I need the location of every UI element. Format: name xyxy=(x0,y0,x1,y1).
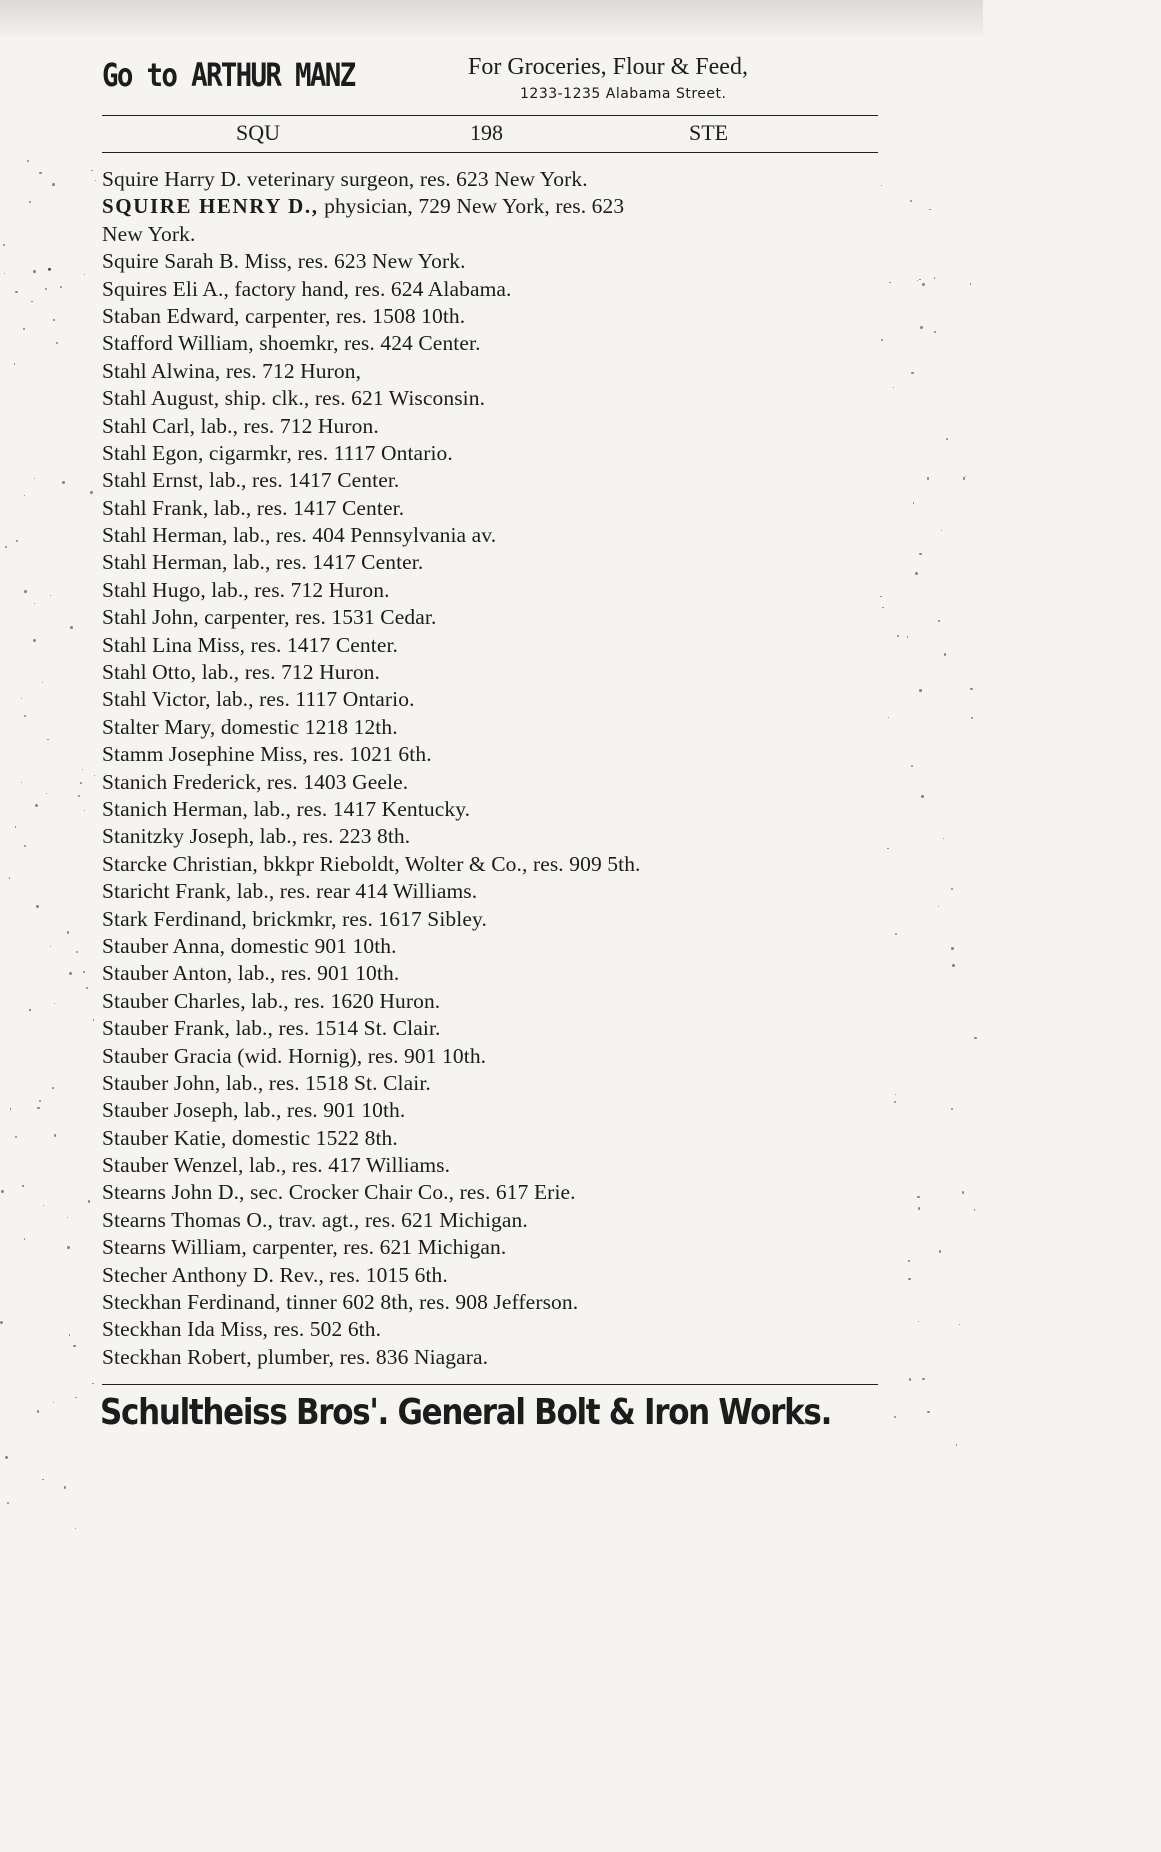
directory-entry xyxy=(102,659,892,686)
entry-name: Stauber Wenzel, xyxy=(102,1153,244,1178)
scan-speck xyxy=(33,639,36,642)
entry-name: Stahl Lina xyxy=(102,632,192,657)
scan-speck xyxy=(24,845,26,847)
scan-speck xyxy=(913,502,914,503)
scan-speck xyxy=(919,553,922,556)
scan-speck xyxy=(929,209,931,211)
scan-speck xyxy=(75,1397,77,1399)
scan-speck xyxy=(919,689,922,692)
directory-entry xyxy=(102,851,892,878)
scan-speck xyxy=(917,280,918,281)
entry-details: Rev., res. 1015 6th. xyxy=(273,1262,448,1287)
header-rule-top xyxy=(102,115,878,116)
entry-name: Stahl Frank, xyxy=(102,495,209,520)
scan-speck xyxy=(14,363,16,365)
entry-details: tinner 602 8th, res. 908 Jefferson. xyxy=(280,1290,579,1315)
entry-name: Stauber Frank, xyxy=(102,1016,230,1041)
scan-speck xyxy=(70,626,73,629)
scan-speck xyxy=(946,438,948,440)
scan-speck xyxy=(951,947,954,950)
scan-speck xyxy=(29,201,31,203)
scan-speck xyxy=(53,1402,54,1403)
scan-speck xyxy=(895,933,897,935)
directory-entry xyxy=(102,960,892,987)
entry-details: Miss, res. 1417 Center. xyxy=(191,632,399,657)
scan-speck xyxy=(54,1003,55,1004)
entry-name: Stafford William, xyxy=(102,331,254,356)
entry-details: domestic 901 10th. xyxy=(225,933,397,958)
scan-speck xyxy=(938,906,939,907)
scan-speck xyxy=(962,1191,964,1193)
scan-speck xyxy=(39,172,42,175)
entry-details: bkkpr Rieboldt, Wolter & Co., res. 909 5th. xyxy=(257,851,641,876)
entry-name: Stanich Herman, xyxy=(102,796,248,821)
entry-details: lab., res. 1417 Center. xyxy=(208,495,405,520)
entry-details: cigarmkr, res. 1117 Ontario. xyxy=(203,440,453,465)
directory-entry xyxy=(102,1262,892,1289)
scan-speck xyxy=(938,620,940,622)
directory-entry xyxy=(102,221,892,248)
directory-entry xyxy=(102,303,892,330)
scan-speck xyxy=(86,987,88,989)
running-header xyxy=(102,120,878,150)
scan-speck xyxy=(910,200,912,202)
scan-speck xyxy=(21,782,22,783)
scan-speck xyxy=(907,636,908,637)
directory-entry xyxy=(102,1316,892,1343)
scan-speck xyxy=(893,387,894,388)
entry-name: Steckhan Ida xyxy=(102,1317,215,1342)
scan-speck xyxy=(922,1378,924,1380)
directory-entry xyxy=(102,358,892,385)
header-start-key: SQU xyxy=(236,120,281,145)
directory-entry xyxy=(102,330,892,357)
top-ad-address: 1233-1235 Alabama Street. xyxy=(520,86,727,102)
entry-details: res. 1403 Geele. xyxy=(261,769,409,794)
scan-speck xyxy=(921,795,924,798)
directory-entry xyxy=(102,906,892,933)
entry-details: Miss, res. 502 6th. xyxy=(214,1317,382,1342)
entry-details: Miss, res. 1021 6th. xyxy=(254,742,432,767)
scan-speck xyxy=(23,328,25,330)
entry-name: Stauber Anton, xyxy=(102,961,233,986)
scan-speck xyxy=(24,495,25,496)
scan-speck xyxy=(84,274,85,275)
directory-entry xyxy=(102,604,892,631)
directory-entry xyxy=(102,823,892,850)
scan-speck xyxy=(894,1101,896,1103)
entry-name: Stahl Carl, xyxy=(102,413,196,438)
directory-entry xyxy=(102,632,892,659)
entry-name: Stearns Thomas O., xyxy=(102,1207,273,1232)
scan-speck xyxy=(16,540,18,542)
directory-entry xyxy=(102,714,892,741)
scan-edge-shadow xyxy=(0,0,983,36)
directory-entry xyxy=(102,988,892,1015)
scan-speck xyxy=(54,1134,56,1136)
scan-speck xyxy=(974,1037,977,1040)
scan-speck xyxy=(82,769,83,770)
scan-speck xyxy=(934,277,935,278)
scan-speck xyxy=(0,1321,3,1324)
directory-entry xyxy=(102,276,892,303)
scan-speck xyxy=(92,1383,94,1385)
directory-entry xyxy=(102,385,892,412)
scan-speck xyxy=(39,1100,41,1102)
entry-details: carpenter, res. 621 Michigan. xyxy=(246,1235,507,1260)
top-ad-goods: For Groceries, Flour & Feed, xyxy=(468,54,748,80)
scan-speck xyxy=(50,595,51,596)
scan-speck xyxy=(43,1205,44,1206)
scan-speck xyxy=(15,826,17,828)
scan-speck xyxy=(15,291,17,293)
scan-speck xyxy=(69,972,72,975)
entry-details: carpenter, res. 1508 10th. xyxy=(239,303,466,328)
scan-speck xyxy=(80,782,82,784)
directory-entry xyxy=(102,549,892,576)
scan-speck xyxy=(94,775,95,776)
scan-speck xyxy=(83,971,85,973)
scan-speck xyxy=(75,1528,76,1529)
scan-speck xyxy=(909,1378,911,1380)
entry-name: Stauber Joseph, xyxy=(102,1098,239,1123)
scan-speck xyxy=(27,160,29,162)
scan-speck xyxy=(73,1345,76,1348)
scan-speck xyxy=(952,964,955,967)
entry-details: veterinary surgeon, res. 623 New York. xyxy=(241,167,588,191)
entry-name: Stahl Herman, xyxy=(102,550,228,575)
scan-speck xyxy=(52,1087,54,1089)
entry-name: Staban Edward, xyxy=(102,303,240,328)
entry-name: Squires Eli A., xyxy=(102,276,229,301)
scan-speck xyxy=(60,286,62,288)
scan-speck xyxy=(7,1502,9,1504)
directory-entry xyxy=(102,193,892,220)
scan-speck xyxy=(918,1321,919,1322)
scan-speck xyxy=(894,1416,896,1418)
entry-name: Stauber Katie, xyxy=(102,1125,227,1150)
directory-entry xyxy=(102,1179,892,1206)
directory-entry xyxy=(102,522,892,549)
scan-speck xyxy=(15,1136,17,1138)
entry-name: Stalter Mary, xyxy=(102,714,216,739)
entry-name: Stahl August, xyxy=(102,386,220,411)
scan-speck xyxy=(917,1196,920,1199)
entry-details: lab., res. 1417 Center. xyxy=(227,550,424,575)
scan-speck xyxy=(918,1207,920,1209)
directory-entry xyxy=(102,933,892,960)
scan-speck xyxy=(939,1250,941,1252)
scan-speck xyxy=(956,1444,957,1445)
entry-name: Stearns William, xyxy=(102,1235,247,1260)
scan-speck xyxy=(920,326,923,329)
entry-details: shoemkr, res. 424 Center. xyxy=(253,331,481,356)
scan-speck xyxy=(78,795,80,797)
entry-name: Stauber Gracia xyxy=(102,1043,232,1068)
directory-entry xyxy=(102,1125,892,1152)
header-rule-bottom xyxy=(102,152,878,153)
entry-name: Stamm Josephine xyxy=(102,742,255,767)
scan-speck xyxy=(943,838,944,839)
scan-speck xyxy=(24,590,27,593)
entry-details: lab., res. 1514 St. Clair. xyxy=(230,1016,441,1041)
scan-speck xyxy=(895,1094,896,1095)
scan-speck xyxy=(944,653,946,655)
entry-details: lab., res. 901 10th. xyxy=(232,961,400,986)
directory-entry xyxy=(102,1043,892,1070)
entry-details: physician, 729 New York, res. 623 xyxy=(318,194,625,219)
entry-details: domestic 1522 8th. xyxy=(226,1125,398,1150)
scan-speck xyxy=(970,688,973,691)
scan-speck xyxy=(34,603,35,604)
entry-name: SQUIRE HENRY D., xyxy=(102,194,319,219)
scan-speck xyxy=(3,244,5,246)
directory-entry xyxy=(102,248,892,275)
entry-name: Stearns John D., xyxy=(102,1180,245,1205)
scan-speck xyxy=(21,698,22,699)
entry-name: Stahl Victor, xyxy=(102,687,211,712)
scan-speck xyxy=(76,951,78,953)
directory-entry xyxy=(102,1015,892,1042)
scan-speck xyxy=(908,1278,911,1281)
scan-speck xyxy=(915,572,918,575)
scan-speck xyxy=(970,283,972,285)
entry-name: Stahl Egon, xyxy=(102,440,204,465)
entry-details: carpenter, res. 1531 Cedar. xyxy=(198,605,437,630)
scan-speck xyxy=(974,1209,975,1210)
scan-speck xyxy=(93,1019,94,1020)
scan-speck xyxy=(965,476,966,477)
scan-speck xyxy=(919,279,920,280)
scan-speck xyxy=(56,342,58,344)
directory-entry xyxy=(102,741,892,768)
scan-speck xyxy=(951,888,953,890)
scan-speck xyxy=(42,1479,43,1480)
directory-entry xyxy=(102,1070,892,1097)
scan-speck xyxy=(67,1246,70,1249)
entry-details: lab., res. 417 Williams. xyxy=(243,1153,451,1178)
footer-rule xyxy=(102,1384,878,1385)
scan-speck xyxy=(22,1185,23,1186)
entry-details: lab., res. 712 Huron. xyxy=(196,660,381,685)
entry-name: Stauber Anna, xyxy=(102,933,226,958)
scan-speck xyxy=(922,283,925,286)
entry-details: lab., res. 1417 Kentucky. xyxy=(248,796,471,821)
entry-name: Squire Sarah B. xyxy=(102,249,240,274)
entry-details: lab., res. 223 8th. xyxy=(254,824,411,849)
scan-speck xyxy=(927,1411,929,1413)
scan-speck xyxy=(88,1200,91,1203)
entry-name: Stahl Ernst, xyxy=(102,468,204,493)
scan-speck xyxy=(46,793,47,794)
directory-entry xyxy=(102,1152,892,1179)
entry-name: Stahl Herman, xyxy=(102,523,228,548)
entry-details: lab., res. 1518 St. Clair. xyxy=(220,1070,431,1095)
directory-entry xyxy=(102,1289,892,1316)
entry-name: Starcke Christian, xyxy=(102,851,258,876)
directory-entry xyxy=(102,796,892,823)
entry-details: (wid. Hornig), res. 901 10th. xyxy=(231,1043,487,1068)
entry-name: Stahl Otto, xyxy=(102,660,197,685)
entry-details: sec. Crocker Chair Co., res. 617 Erie. xyxy=(244,1180,576,1205)
scan-speck xyxy=(47,739,48,740)
scan-speck xyxy=(927,477,929,479)
scan-speck xyxy=(62,481,64,483)
entry-details: ship. clk., res. 621 Wisconsin. xyxy=(219,386,486,411)
top-advertisement xyxy=(102,52,882,108)
directory-entry xyxy=(102,769,892,796)
scan-speck xyxy=(67,1217,68,1218)
scan-speck xyxy=(941,530,943,532)
directory-entry xyxy=(102,495,892,522)
scan-speck xyxy=(42,682,43,683)
scan-speck xyxy=(50,946,51,947)
entry-details: lab., res. 404 Pennsylvania av. xyxy=(227,523,497,548)
entry-details: lab., res. 1620 Huron. xyxy=(245,988,441,1013)
entry-name: Stauber Charles, xyxy=(102,988,246,1013)
scan-speck xyxy=(64,1486,67,1489)
entry-details: lab., res. 901 10th. xyxy=(238,1098,406,1123)
top-ad-name: Go to ARTHUR MANZ xyxy=(102,56,355,94)
scan-speck xyxy=(53,319,54,320)
entry-name: Staricht Frank, xyxy=(102,879,232,904)
entry-details: res. 712 Huron, xyxy=(220,358,362,383)
entry-details: factory hand, res. 624 Alabama. xyxy=(228,276,512,301)
entry-details: trav. agt., res. 621 Michigan. xyxy=(273,1207,528,1232)
scan-speck xyxy=(90,491,92,493)
directory-entry xyxy=(102,1234,892,1261)
scan-speck xyxy=(4,273,5,274)
directory-entry xyxy=(102,1344,892,1371)
scan-speck xyxy=(33,270,36,273)
entry-name: Stahl John, xyxy=(102,605,199,630)
scan-speck xyxy=(10,1108,11,1109)
entry-name: Stanitzky Joseph, xyxy=(102,824,255,849)
scan-speck xyxy=(971,717,973,719)
scan-speck xyxy=(36,905,39,908)
scan-speck xyxy=(911,765,913,767)
entry-details: brickmkr, res. 1617 Sibley. xyxy=(246,906,487,931)
header-end-key: STE xyxy=(689,120,729,145)
scan-speck xyxy=(29,1009,30,1010)
scan-speck xyxy=(963,477,966,480)
entry-name: Stauber John, xyxy=(102,1070,221,1095)
scan-speck xyxy=(45,288,47,290)
directory-entry xyxy=(102,577,892,604)
entry-name: Steckhan Ferdinand, xyxy=(102,1290,281,1315)
scan-speck xyxy=(908,1260,910,1262)
scan-speck xyxy=(67,931,70,934)
scan-speck xyxy=(34,478,36,480)
directory-listing xyxy=(102,166,892,1371)
entry-name: Steckhan Robert, xyxy=(102,1344,252,1369)
scan-speck xyxy=(37,1107,39,1109)
scan-speck xyxy=(9,877,10,878)
entry-name: Stahl Alwina, xyxy=(102,358,221,383)
entry-name: Stahl Hugo, xyxy=(102,577,206,602)
entry-name: Stark Ferdinand, xyxy=(102,906,247,931)
entry-details: lab., res. 1117 Ontario. xyxy=(210,687,415,712)
entry-details: lab., res. rear 414 Williams. xyxy=(231,879,478,904)
entry-details: domestic 1218 12th. xyxy=(215,714,398,739)
entry-details: lab., res. 712 Huron. xyxy=(205,577,390,602)
entry-details: lab., res. 712 Huron. xyxy=(195,413,379,438)
directory-entry xyxy=(102,686,892,713)
scan-speck xyxy=(5,546,7,548)
directory-entry xyxy=(102,1097,892,1124)
directory-entry xyxy=(102,413,892,440)
directory-entry xyxy=(102,166,892,193)
scan-speck xyxy=(31,301,33,303)
page-number: 198 xyxy=(470,120,503,145)
bottom-advertisement: Schultheiss Bros'. General Bolt & Iron Works. xyxy=(100,1392,832,1433)
scan-speck xyxy=(52,183,55,186)
directory-entry xyxy=(102,440,892,467)
scan-speck xyxy=(24,1238,26,1240)
directory-entry xyxy=(102,878,892,905)
directory-entry xyxy=(102,467,892,494)
entry-details: New York. xyxy=(102,221,196,246)
entry-name: Squire Harry D. xyxy=(102,167,242,191)
scan-speck xyxy=(95,180,96,181)
directory-entry xyxy=(102,1207,892,1234)
scan-speck xyxy=(91,170,93,172)
entry-details: lab., res. 1417 Center. xyxy=(203,468,400,493)
scan-speck xyxy=(959,1324,960,1325)
scan-speck xyxy=(951,1108,953,1110)
scan-speck xyxy=(934,331,936,333)
scan-speck xyxy=(35,804,38,807)
scan-speck xyxy=(37,1410,39,1412)
entry-name: Stecher Anthony D. xyxy=(102,1262,274,1287)
scan-speck xyxy=(24,715,26,717)
scan-speck xyxy=(5,1456,8,1459)
entry-details: Miss, res. 623 New York. xyxy=(239,249,466,274)
entry-name: Stanich Frederick, xyxy=(102,769,262,794)
scan-speck xyxy=(1,1190,4,1193)
scan-speck xyxy=(897,635,899,637)
scan-speck xyxy=(69,1334,70,1335)
scan-speck xyxy=(911,372,914,375)
entry-details: plumber, res. 836 Niagara. xyxy=(251,1344,489,1369)
scan-speck xyxy=(84,810,85,811)
